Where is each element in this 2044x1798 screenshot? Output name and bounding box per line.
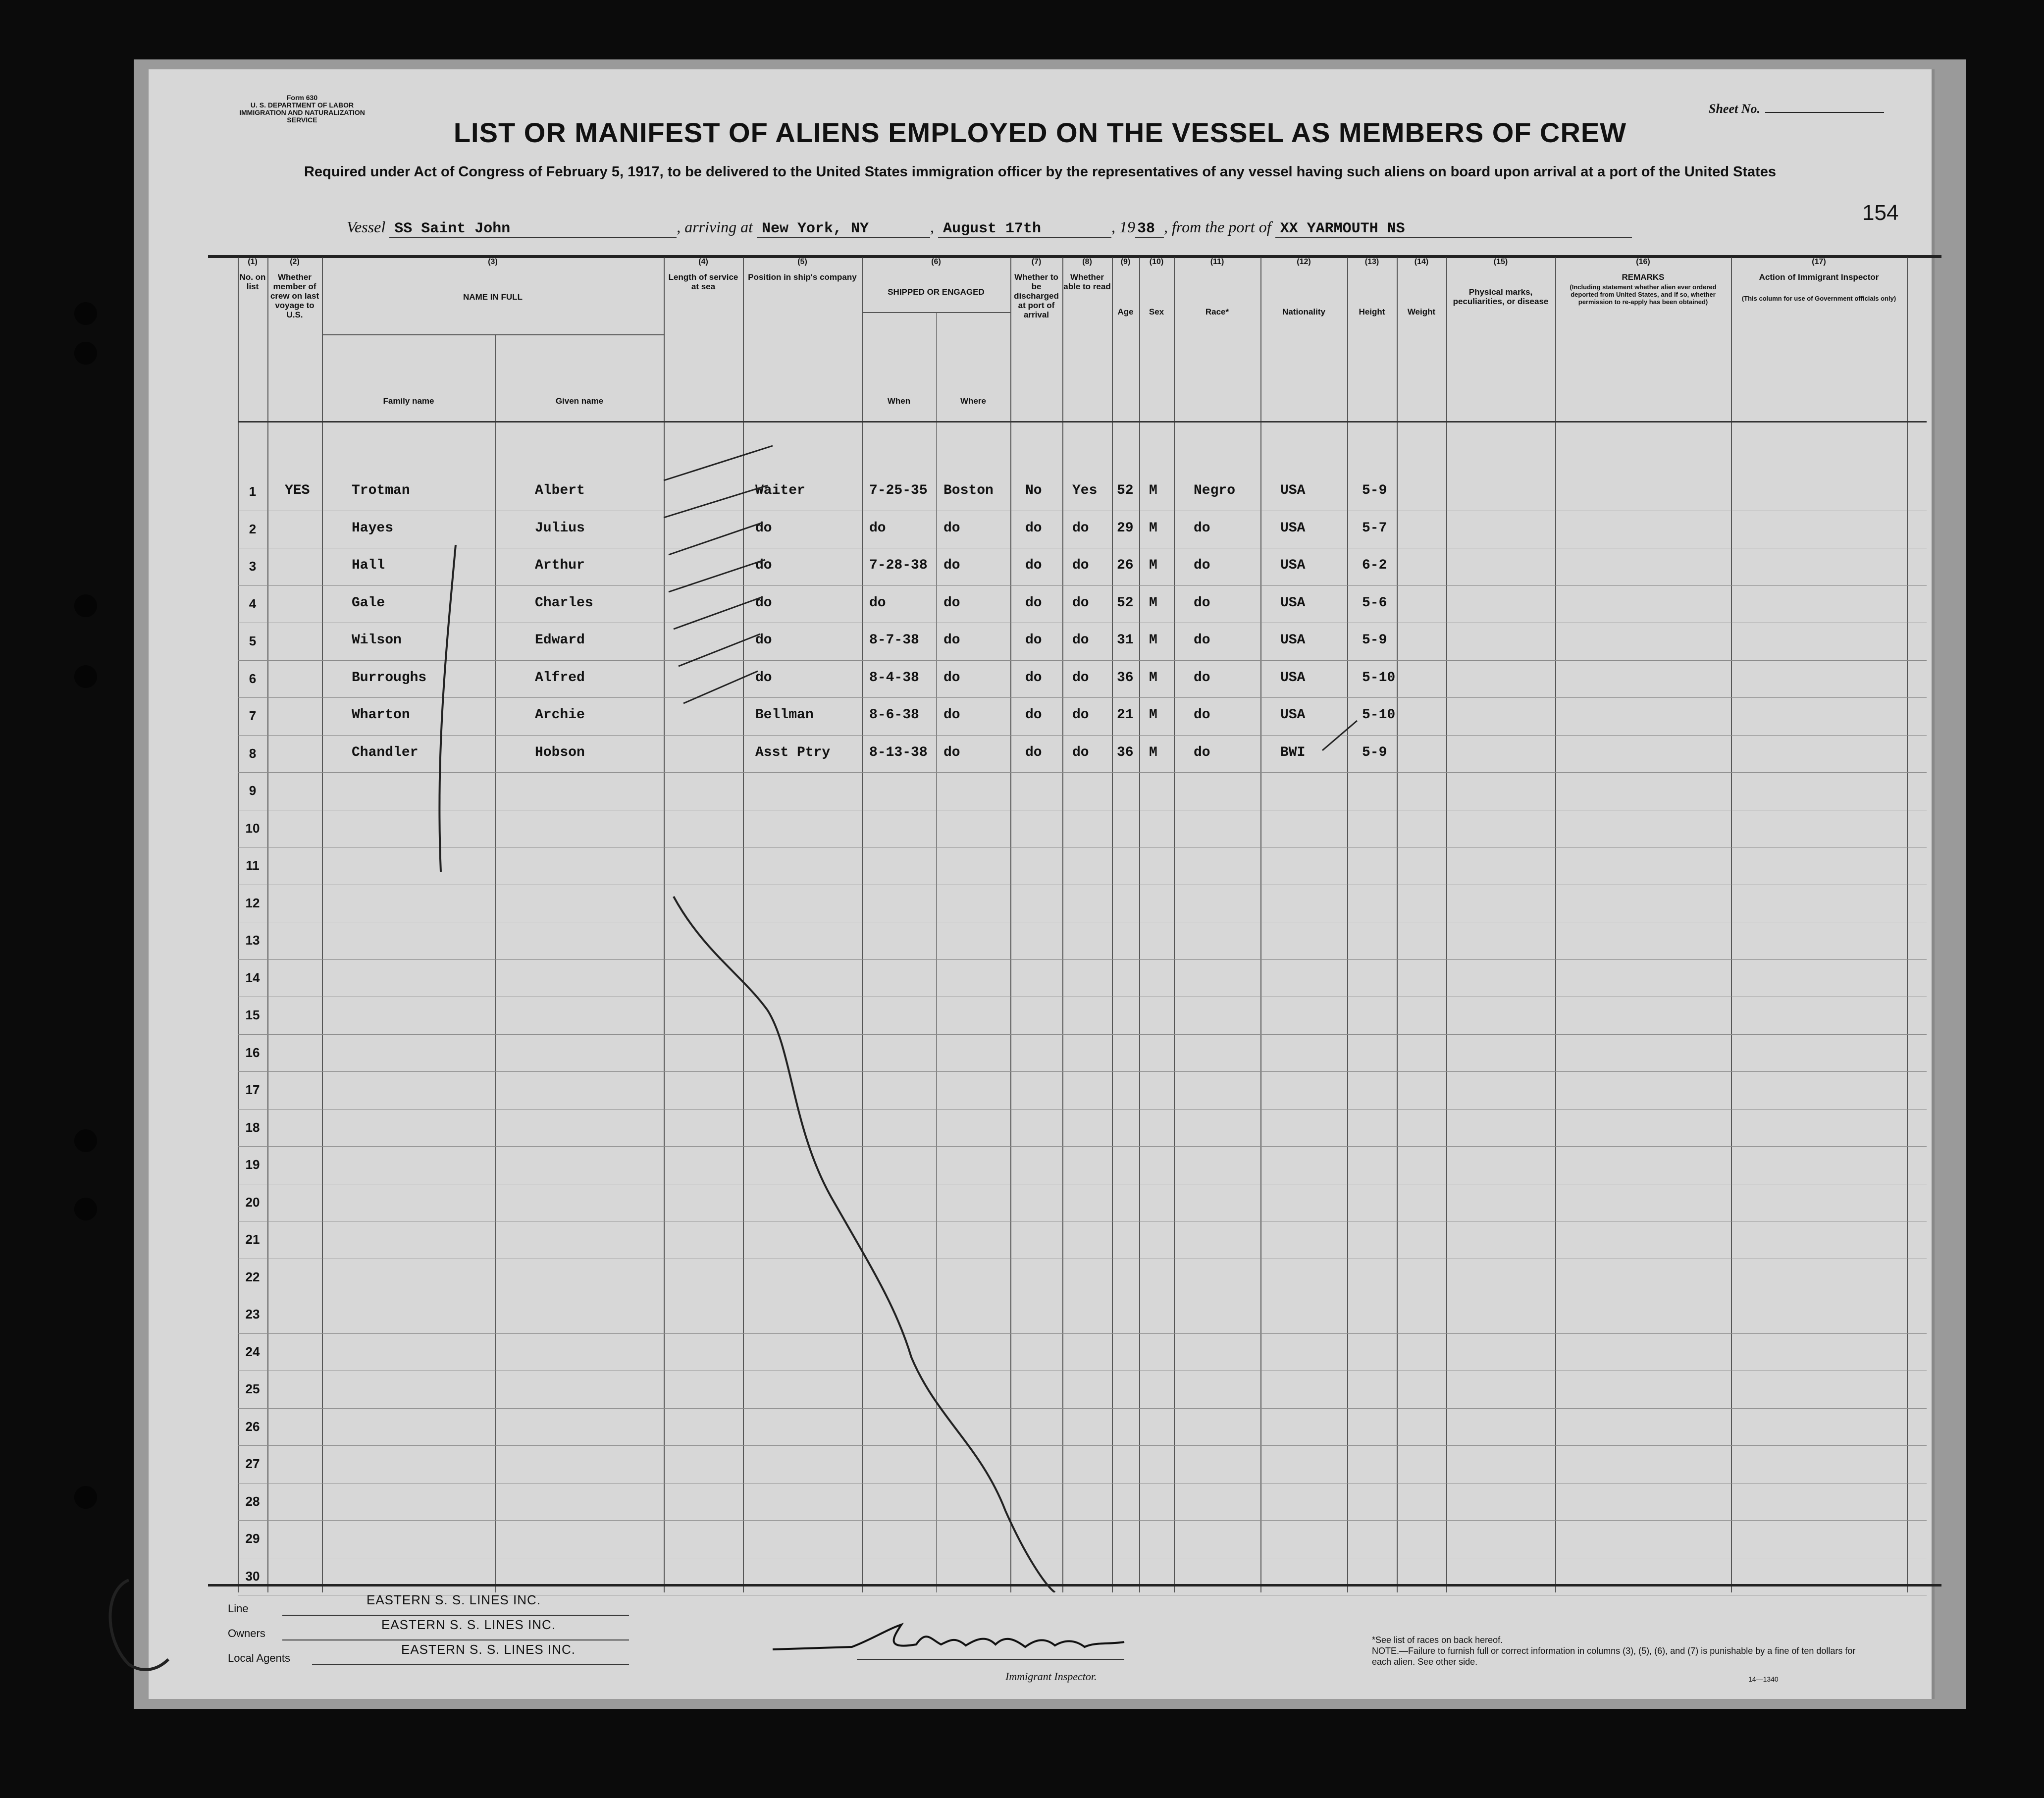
height-cell: 5-7 (1362, 520, 1387, 536)
arrival-date: August 17th (938, 220, 1111, 238)
row-number: 24 (245, 1344, 260, 1359)
owners-value: EASTERN S. S. LINES INC. (381, 1617, 556, 1632)
row-number: 6 (249, 671, 257, 686)
nationality-cell: USA (1280, 633, 1306, 648)
shipped-when-cell: 7-28-38 (869, 558, 928, 573)
pencil-mark (99, 1570, 178, 1679)
footer-rule (208, 1584, 1941, 1586)
agents-label: Local Agents (228, 1652, 290, 1664)
row-number: 20 (245, 1194, 260, 1210)
position-cell: do (755, 558, 772, 573)
header-family-name: Family name (383, 396, 434, 406)
row-number: 29 (245, 1531, 260, 1546)
header-age: Age (1117, 307, 1134, 317)
position-cell: Bellman (755, 707, 814, 723)
header-height: Height (1359, 307, 1385, 317)
col-num-3: (3) (488, 258, 498, 266)
row-number: 23 (245, 1307, 260, 1322)
race-cell: Negro (1194, 483, 1236, 498)
header-shipped-or-engaged: SHIPPED OR ENGAGED (888, 287, 985, 297)
age-cell: 29 (1117, 520, 1134, 536)
col-num-10: (10) (1149, 258, 1164, 266)
nationality-cell: USA (1280, 558, 1306, 573)
nationality-cell: USA (1280, 707, 1306, 723)
row-number: 5 (249, 634, 257, 648)
col-num-13: (13) (1364, 258, 1379, 266)
header-position: Position in ship's company (748, 272, 857, 282)
punch-hole (74, 1198, 97, 1220)
handwritten-marks (208, 258, 1941, 1592)
crew-last-voyage-cell: YES (285, 483, 310, 498)
shipped-when-cell: 8-6-38 (869, 707, 919, 723)
nationality-cell: USA (1280, 670, 1306, 686)
discharged-cell: do (1025, 707, 1042, 723)
punch-hole (74, 1129, 97, 1152)
row-number: 13 (245, 933, 260, 948)
agents-value: EASTERN S. S. LINES INC. (401, 1642, 576, 1657)
shipped-where-cell: do (943, 707, 960, 723)
line-label: Line (228, 1602, 249, 1615)
able-to-read-cell: do (1072, 707, 1089, 723)
sheet-number-label: Sheet No. (1709, 102, 1760, 116)
shipped-when-cell: 7-25-35 (869, 483, 928, 498)
family-name-cell: Gale (352, 595, 385, 611)
family-name-cell: Burroughs (352, 670, 427, 686)
shipped-when-cell: 8-4-38 (869, 670, 919, 686)
height-cell: 5-10 (1362, 707, 1396, 723)
header-when: When (887, 396, 911, 406)
height-cell: 5-10 (1362, 670, 1396, 686)
footer-notes (1372, 1635, 1867, 1667)
given-name-cell: Hobson (535, 744, 585, 760)
race-cell: do (1194, 670, 1210, 686)
arrival-year: 38 (1135, 220, 1164, 238)
able-to-read-cell: do (1072, 744, 1089, 760)
line-value: EASTERN S. S. LINES INC. (367, 1592, 541, 1607)
given-name-cell: Albert (535, 483, 585, 498)
header-able-to-read: Whether able to read (1063, 272, 1111, 291)
header-no-on-list: No. on list (239, 272, 266, 291)
vessel-name: SS Saint John (389, 220, 677, 238)
punch-hole (74, 594, 97, 617)
shipped-when-cell: 8-7-38 (869, 633, 919, 648)
service-name: IMMIGRATION AND NATURALIZATION SERVICE (239, 108, 365, 124)
row-number: 9 (249, 783, 257, 798)
row-number: 26 (245, 1419, 260, 1434)
position-cell: do (755, 595, 772, 611)
height-cell: 5-9 (1362, 633, 1387, 648)
sex-cell: M (1149, 670, 1157, 686)
row-number: 28 (245, 1493, 260, 1509)
col-num-5: (5) (797, 258, 807, 266)
col-num-11: (11) (1210, 258, 1224, 266)
shipped-where-cell: do (943, 520, 960, 536)
col-num-14: (14) (1414, 258, 1429, 266)
height-cell: 5-9 (1362, 744, 1387, 760)
height-cell: 5-9 (1362, 483, 1387, 498)
age-cell: 36 (1117, 744, 1134, 760)
given-name-cell: Alfred (535, 670, 585, 686)
discharged-cell: do (1025, 558, 1042, 573)
nationality-cell: BWI (1280, 744, 1306, 760)
row-number: 16 (245, 1045, 260, 1060)
sheet-number-field (1709, 102, 1884, 116)
manifest-sheet (149, 69, 1935, 1699)
given-name-cell: Arthur (535, 558, 585, 573)
age-cell: 52 (1117, 595, 1134, 611)
department-name: U. S. DEPARTMENT OF LABOR (250, 101, 354, 109)
col-num-12: (12) (1297, 258, 1311, 266)
arriving-label: , arriving at (677, 218, 753, 236)
row-number: 22 (245, 1269, 260, 1284)
sex-cell: M (1149, 744, 1157, 760)
header-remarks-sub: (Including statement whether alien ever ordered deported from United States, and if so, whether permission to re-apply has been obtained) (1570, 283, 1717, 306)
inspector-label: Immigrant Inspector. (1005, 1670, 1097, 1683)
position-cell: do (755, 670, 772, 686)
age-cell: 36 (1117, 670, 1134, 686)
inspector-signature (768, 1610, 1164, 1669)
header-physical-marks: Physical marks, peculiarities, or disease (1453, 287, 1549, 306)
shipped-where-cell: do (943, 558, 960, 573)
race-cell: do (1194, 707, 1210, 723)
race-cell: do (1194, 520, 1210, 536)
row-number: 12 (245, 895, 260, 910)
row-number: 2 (249, 521, 257, 536)
race-cell: do (1194, 633, 1210, 648)
shipped-where-cell: do (943, 633, 960, 648)
given-name-cell: Charles (535, 595, 593, 611)
header-race: Race* (1205, 307, 1229, 317)
header-length-of-service: Length of service at sea (668, 272, 738, 291)
position-cell: do (755, 633, 772, 648)
family-name-cell: Hall (352, 558, 385, 573)
col-num-1: (1) (248, 258, 258, 266)
discharged-cell: do (1025, 744, 1042, 760)
col-num-6: (6) (931, 258, 941, 266)
family-name-cell: Trotman (352, 483, 410, 498)
owners-label: Owners (228, 1627, 265, 1639)
discharged-cell: do (1025, 670, 1042, 686)
departure-port: XX YARMOUTH NS (1275, 220, 1632, 238)
header-remarks: REMARKS (1622, 272, 1665, 282)
row-number: 30 (245, 1568, 260, 1584)
header-discharged: Whether to be discharged at port of arrival (1014, 272, 1059, 319)
row-number: 8 (249, 745, 257, 761)
given-name-cell: Archie (535, 707, 585, 723)
col-num-8: (8) (1082, 258, 1092, 266)
row-number: 14 (245, 970, 260, 985)
row-number: 10 (245, 820, 260, 836)
header-sex: Sex (1149, 307, 1164, 317)
shipped-when-cell: do (869, 595, 886, 611)
able-to-read-cell: do (1072, 558, 1089, 573)
form-code: 14—1340 (1748, 1675, 1779, 1683)
header-given-name: Given name (555, 396, 604, 406)
row-number: 4 (249, 596, 257, 611)
col-num-2: (2) (290, 258, 300, 266)
col-num-7: (7) (1031, 258, 1042, 266)
header-weight: Weight (1407, 307, 1436, 317)
races-note: *See list of races on back hereof. (1372, 1635, 1503, 1645)
row-number: 18 (245, 1119, 260, 1135)
form-number: Form 630 (286, 94, 318, 102)
shipped-when-cell: do (869, 520, 886, 536)
height-cell: 5-6 (1362, 595, 1387, 611)
penalty-note: NOTE.—Failure to furnish full or correct information in columns (3), (5), (6), and (7) is punishable by a fine of ten dollars for each alien. See other side. (1372, 1646, 1856, 1667)
height-cell: 6-2 (1362, 558, 1387, 573)
col-num-4: (4) (698, 258, 708, 266)
able-to-read-cell: do (1072, 670, 1089, 686)
family-name-cell: Wharton (352, 707, 410, 723)
discharged-cell: do (1025, 595, 1042, 611)
position-cell: Waiter (755, 483, 805, 498)
sex-cell: M (1149, 595, 1157, 611)
row-number: 25 (245, 1381, 260, 1396)
port-label: , from the port of (1163, 218, 1271, 236)
given-name-cell: Edward (535, 633, 585, 648)
header-crew-last-voyage: Whether member of crew on last voyage to U.S. (270, 272, 319, 319)
crew-table (208, 258, 1941, 1592)
shipped-where-cell: do (943, 595, 960, 611)
sex-cell: M (1149, 707, 1157, 723)
race-cell: do (1194, 595, 1210, 611)
row-number: 7 (249, 708, 257, 723)
race-cell: do (1194, 744, 1210, 760)
header-nationality: Nationality (1282, 307, 1325, 317)
header-inspector-action: Action of Immigrant Inspector (1759, 272, 1879, 282)
given-name-cell: Julius (535, 520, 585, 536)
vessel-info-line: Vessel SS Saint John , arriving at New York, NY , August 17th , 19 38 , from the port of XX YARMOUTH NS (347, 218, 1632, 244)
able-to-read-cell: do (1072, 595, 1089, 611)
nationality-cell: USA (1280, 595, 1306, 611)
discharged-cell: No (1025, 483, 1042, 498)
header-where: Where (960, 396, 986, 406)
punch-hole (74, 302, 97, 325)
age-cell: 21 (1117, 707, 1134, 723)
col-num-16: (16) (1636, 258, 1650, 266)
discharged-cell: do (1025, 633, 1042, 648)
able-to-read-cell: Yes (1072, 483, 1098, 498)
row-number: 17 (245, 1082, 260, 1097)
shipped-where-cell: do (943, 744, 960, 760)
punch-hole (74, 342, 97, 365)
shipped-where-cell: do (943, 670, 960, 686)
stamped-page-number: 154 (1862, 201, 1899, 225)
position-cell: Asst Ptry (755, 744, 831, 760)
shipped-when-cell: 8-13-38 (869, 744, 928, 760)
race-cell: do (1194, 558, 1210, 573)
row-number: 11 (246, 858, 260, 873)
nationality-cell: USA (1280, 483, 1306, 498)
page-title: LIST OR MANIFEST OF ALIENS EMPLOYED ON THE VESSEL AS MEMBERS OF CREW (453, 117, 1627, 148)
sex-cell: M (1149, 558, 1157, 573)
row-number: 3 (249, 559, 257, 574)
row-number: 19 (245, 1157, 260, 1172)
age-cell: 31 (1117, 633, 1134, 648)
able-to-read-cell: do (1072, 633, 1089, 648)
page-subtitle: Required under Act of Congress of February 5, 1917, to be delivered to the United States immigration officer by the representatives of any vessel having such aliens on board upon arrival at a port of the United States (304, 164, 1777, 180)
sex-cell: M (1149, 520, 1157, 536)
arrival-port: New York, NY (757, 220, 930, 238)
header-name-in-full: NAME IN FULL (463, 292, 523, 302)
age-cell: 52 (1117, 483, 1134, 498)
col-num-15: (15) (1493, 258, 1508, 266)
family-name-cell: Chandler (352, 744, 419, 760)
row-number: 27 (245, 1456, 260, 1471)
position-cell: do (755, 520, 772, 536)
header-inspector-action-sub: (This column for use of Government officials only) (1741, 295, 1896, 302)
shipped-where-cell: Boston (943, 483, 994, 498)
punch-hole (74, 665, 97, 688)
discharged-cell: do (1025, 520, 1042, 536)
col-num-17: (17) (1812, 258, 1826, 266)
row-number: 1 (249, 484, 257, 499)
family-name-cell: Hayes (352, 520, 394, 536)
vessel-label: Vessel (347, 218, 386, 236)
able-to-read-cell: do (1072, 520, 1089, 536)
row-number: 15 (245, 1007, 260, 1022)
sex-cell: M (1149, 483, 1157, 498)
sex-cell: M (1149, 633, 1157, 648)
punch-hole (74, 1486, 97, 1509)
age-cell: 26 (1117, 558, 1134, 573)
col-num-9: (9) (1120, 258, 1131, 266)
nationality-cell: USA (1280, 520, 1306, 536)
family-name-cell: Wilson (352, 633, 402, 648)
row-number: 21 (245, 1232, 260, 1247)
year-prefix: , 19 (1111, 218, 1135, 236)
